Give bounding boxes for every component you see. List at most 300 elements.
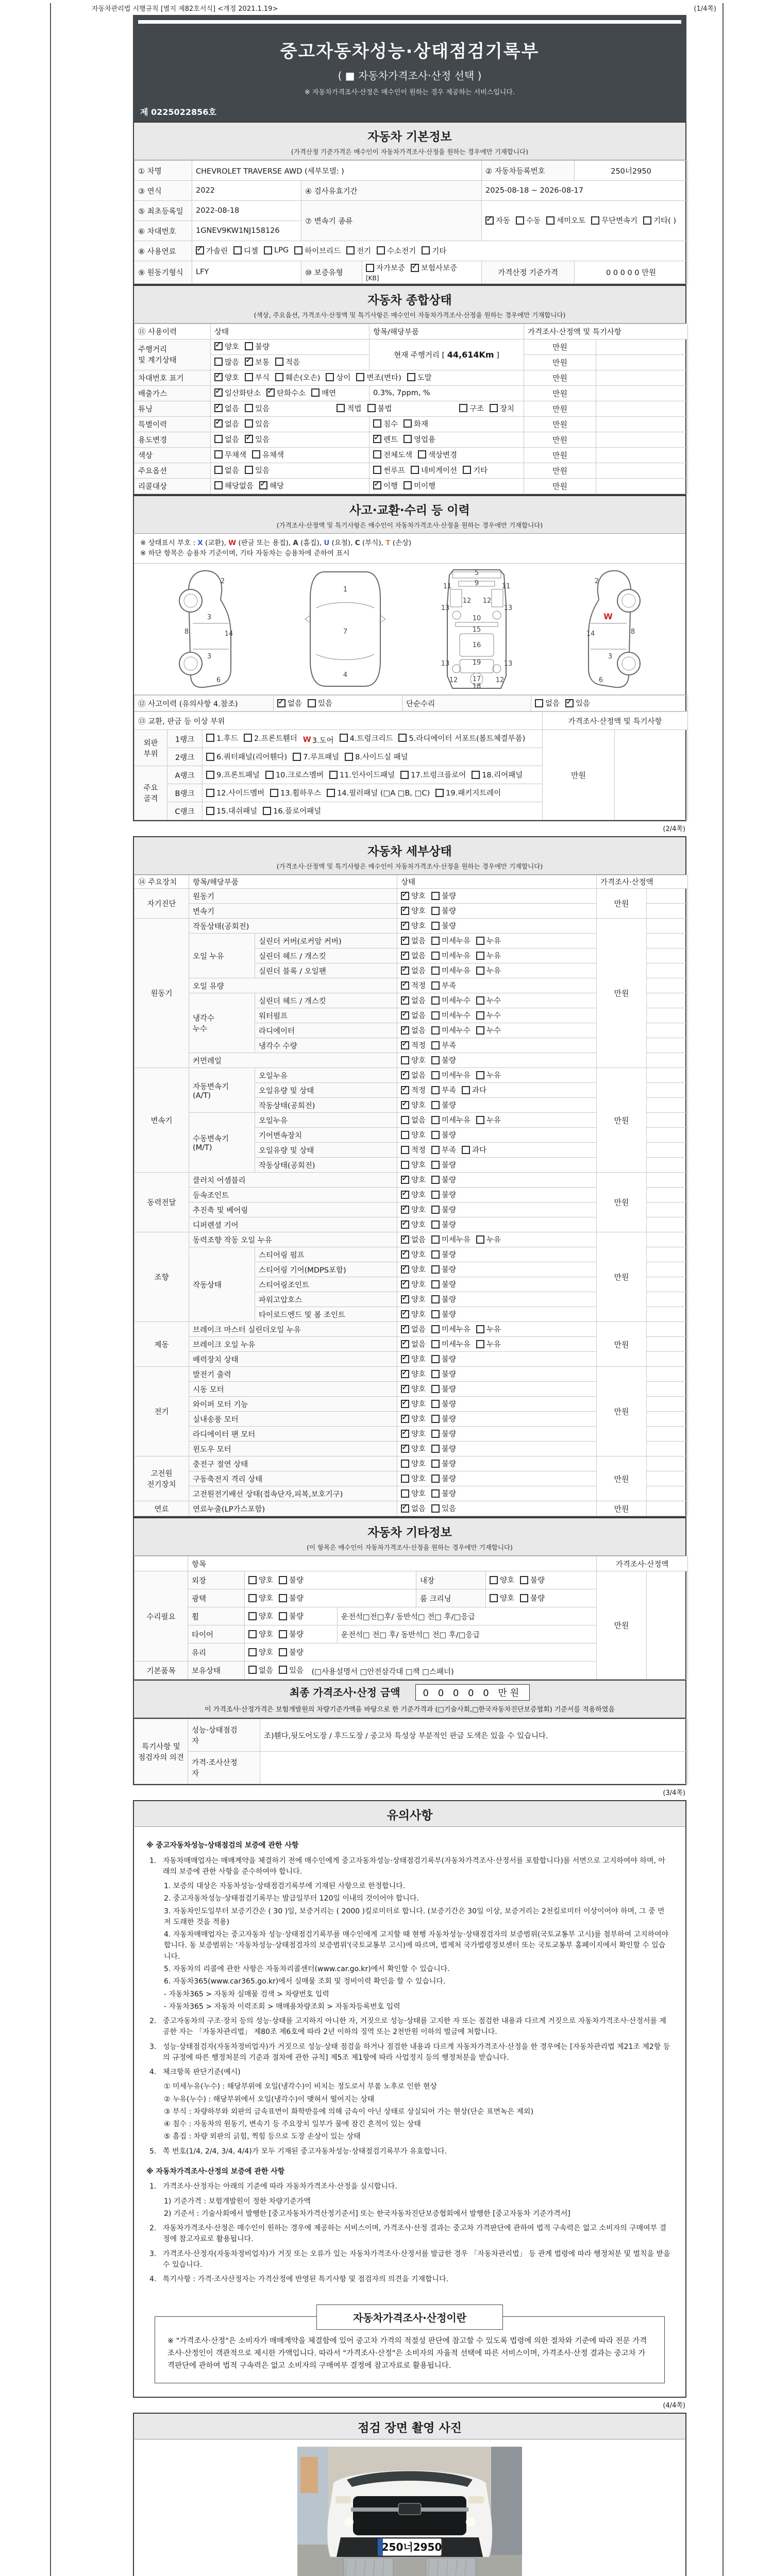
legend-part: (교환), [203,538,229,547]
notes-cell [596,463,688,478]
table-row [135,1456,688,1471]
device-item-label: 실린더 블록 / 오일팬 [255,963,397,978]
checkbox-option [248,1574,273,1585]
checkbox-option [476,1114,501,1125]
table-header-row [135,712,688,730]
unchecked-checkbox-icon [431,1310,440,1318]
unchecked-checkbox-icon [520,1594,528,1602]
section-detail-header [133,836,686,875]
unchecked-checkbox-icon [214,450,223,459]
checkbox-label: 매연 [322,389,337,398]
notes-cell [647,1262,688,1277]
notice-sub-item: 2) 기준서 : 기술사회에서 발행한 [중고자동차가격산정기준서] 또는 한국자동차진단보증협회에서 발행한 [중고자동차 기준가격서] [164,2209,570,2218]
item-checkboxes [373,452,463,461]
checkbox-label: 양호 [411,1490,426,1499]
unchecked-checkbox-icon [404,481,412,489]
status-checkboxes [214,391,342,399]
checkbox-option [490,1574,514,1585]
checkbox-label: 있음 [255,466,270,475]
checkbox-label: 양호 [411,1385,426,1394]
checkbox-label: 양호 [411,1355,426,1364]
status-checkboxes [401,1118,507,1126]
transmission-label: ⑦ 변속기 종류 [301,201,482,241]
checkbox-label: 양호 [411,907,426,916]
price-cell: 만원 [524,416,596,432]
unchecked-checkbox-icon [206,753,214,761]
panel-item-label: 2.프론트휀더 [254,734,297,743]
fuel-options [192,241,688,261]
status-checkboxes [214,437,275,445]
section-subtitle: (가격산정 기준가격은 매수인이 자동차가격조사·산정을 원하는 경우에만 기재합니다) [291,148,529,156]
device-subgroup-label: 냉각수 누수 [189,993,255,1053]
notes-cell [647,1292,688,1307]
checkbox-option [401,890,426,901]
unchecked-checkbox-icon [214,481,223,489]
checkbox-label: 있음 [255,420,270,429]
notice-item [149,2274,671,2285]
checkbox-option [418,449,457,460]
checkbox-label: 불량 [442,1206,457,1215]
status-options [397,1442,597,1456]
panel-item [206,733,238,743]
checkbox-option [373,418,398,429]
unchecked-checkbox-icon [431,1206,440,1214]
device-group-label: 변속기 [135,1068,189,1173]
checkbox-option [476,965,501,976]
checkbox-option [404,480,435,491]
price-cell: 만원 [597,1068,647,1173]
checked-checkbox-icon [373,435,381,443]
price-cell: 만원 [597,919,647,1068]
hold-status-options [245,1662,597,1680]
checkbox-option [476,1070,501,1080]
device-item-label: 오일 유량 [189,978,397,993]
checked-checkbox-icon [214,404,223,412]
final-price-label: 최종 가격조사·산정 금액 [289,1686,400,1699]
notes-cell [647,1571,688,1680]
checkbox-option [373,449,412,460]
table-row [135,1719,688,1752]
status-checkboxes [401,1103,462,1111]
checkbox-option [401,1204,426,1215]
notice-item-text: 쪽 번호(1/4, 2/4, 3/4, 4/4)가 모두 기재된 중고자동차성능·상태점검기록부가 유효합니다. [163,2147,447,2156]
device-item-label: 라디에이터 팬 모터 [189,1427,397,1442]
svg-text:1: 1 [343,586,348,594]
unchecked-checkbox-icon [401,1131,409,1139]
checkbox-option [214,449,246,460]
panel-item-label: 4.트렁크리드 [349,734,393,743]
notes-cell [596,354,688,370]
checkbox-label: 세미오토 [557,217,586,226]
checkbox-option [490,1592,514,1603]
document-header [133,15,686,122]
unchecked-checkbox-icon [214,435,223,443]
status-checkboxes [401,1297,462,1306]
top-note [92,3,716,13]
checkbox-label: 누유 [486,967,501,976]
header-stripe [138,20,681,24]
status-options [397,1412,597,1427]
legend-part: (부식), [360,538,386,547]
checkbox-option [245,357,270,367]
unchecked-checkbox-icon [248,1666,257,1674]
status-checkboxes [401,924,462,932]
notes-cell [647,1217,688,1232]
status-options [211,463,369,478]
base-price-value: 0 0 0 0 0 만원 [575,261,688,284]
legend-part: (흠집), [298,538,324,547]
basic-items-label: 기본품목 [135,1662,188,1680]
checkbox-option [214,357,239,367]
legality-checkboxes [337,403,397,415]
unchecked-checkbox-icon [270,789,278,797]
unchecked-checkbox-icon [367,404,376,412]
reg-no-value: 250너2950 [575,161,688,181]
page-marker-2: (2/4쪽) [663,825,685,834]
checkbox-option [373,465,405,476]
status-checkboxes [401,1252,462,1261]
checkbox-option [463,465,488,476]
checkbox-label: 구조 [469,404,484,413]
checkbox-label: 없음 [225,435,240,444]
svg-text:6: 6 [598,676,603,685]
status-checkboxes [401,1013,507,1022]
panel-item-label: 14.필러패널 (□A □B, □C) [337,789,430,798]
checkbox-option [431,1084,456,1095]
checkbox-label: 과다 [472,1146,487,1155]
device-group-label: 자기진단 [135,889,189,919]
checkbox-label: 양호 [259,1631,274,1639]
checkbox-label: 수소전기 [387,247,416,256]
checkbox-label: 불량 [442,1311,457,1319]
panel-item [329,769,395,780]
panel-item [263,805,321,816]
status-options [397,1143,597,1158]
year-label: ③ 연식 [135,181,192,201]
checkbox-option [401,980,426,991]
status-checkboxes [214,483,290,492]
unchecked-checkbox-icon [252,450,260,459]
blank-header [135,1556,188,1571]
final-price-note: 이 가격조사·산정가격은 보험개발원의 차량기준가액을 바탕으로 한 기준가격과 (□기술사회,□한국자동차진단보증협회) 기준서를 적용하였음 [205,1706,615,1714]
panel-item [400,769,466,780]
checkbox-option [279,1665,304,1675]
device-item-label: 연료누출(LP가스포함) [189,1501,397,1516]
checkbox-label: 누수 [486,1012,501,1021]
unchecked-checkbox-icon [294,246,303,255]
checkbox-label: 불량 [442,1176,457,1185]
unchecked-checkbox-icon [248,1630,257,1638]
status-options [397,904,597,919]
unchecked-checkbox-icon [279,1648,287,1656]
unchecked-checkbox-icon [476,1325,484,1333]
checkbox-option [266,387,306,398]
table-row [135,385,688,401]
checkbox-option [404,418,428,429]
device-item-label: 오일유량 및 상태 [255,1083,397,1098]
checkbox-label: 미세누유 [442,1072,471,1080]
checkbox-label: 도말 [417,374,432,382]
notice-section1-header: ※ 중고자동차성능·상태점검의 보증에 관한 사항 [146,1841,299,1850]
checkbox-option [476,1234,501,1245]
checkbox-label: 침수 [383,420,398,429]
checkbox-label: 불량 [442,1385,457,1394]
notes-cell [596,339,688,354]
unchecked-checkbox-icon [516,216,524,225]
unchecked-checkbox-icon [404,419,412,428]
checkbox-option [459,403,484,414]
unchecked-checkbox-icon [340,734,348,742]
status-checkboxes [401,1372,462,1380]
car-diagram-row [134,564,685,695]
unchecked-checkbox-icon [431,1221,440,1229]
notice-item-number: 1. [149,1856,157,1865]
status-options [245,1643,597,1662]
device-item-label: 동력조향 작동 오일 누유 [189,1232,397,1247]
checkbox-option [431,1189,456,1200]
device-item-label: 스티어링 기어(MDPS포함) [255,1262,397,1277]
unchecked-checkbox-icon [431,1415,440,1423]
checkbox-option [431,1264,456,1275]
unchecked-checkbox-icon [327,789,335,797]
unchecked-checkbox-icon [373,419,381,428]
checkbox-option [565,698,590,708]
unchecked-checkbox-icon [265,771,274,779]
checkbox-option [431,1070,470,1080]
checkbox-label: 불법 [377,404,392,413]
rank-items [203,766,543,784]
device-item-label: 변속기 [189,904,397,919]
checkbox-label: 화재 [414,420,429,429]
unchecked-checkbox-icon [431,1445,440,1453]
checkbox-option [485,215,510,226]
svg-text:8: 8 [630,628,635,636]
panel-item [435,787,501,798]
checkbox-option [462,1084,486,1095]
unchecked-checkbox-icon [422,246,430,255]
etc-grid [134,1556,688,1680]
checkbox-option [431,1473,456,1484]
checkbox-label: 양호 [411,1296,426,1304]
checkbox-option [401,1503,426,1514]
checkbox-option [401,1398,426,1409]
checkbox-option [214,480,254,491]
unchecked-checkbox-icon [407,373,415,381]
unchecked-checkbox-icon [462,1146,470,1154]
status-checkboxes [401,1028,507,1037]
status-options [397,1083,597,1098]
checkbox-label: 보통 [255,358,270,367]
checkbox-option [431,1025,470,1036]
car-diagram-right-side [562,568,649,690]
summary-grid [134,324,688,494]
checkbox-option [462,1144,486,1155]
checkbox-label: 수동 [526,217,541,226]
table-row [135,1068,688,1083]
status-checkboxes [401,984,462,992]
panel-item-label: 9.프론트패널 [216,771,260,780]
device-item-label: 타이로드엔드 및 볼 조인트 [255,1307,397,1322]
warranty-checkboxes [366,266,463,274]
row-label: 배출가스 [135,385,211,401]
checkbox-label: 유채색 [262,451,284,460]
first-reg-value: 2022-08-18 [192,201,301,221]
checkbox-label: 양호 [411,1266,426,1275]
notice-section [133,1827,686,2398]
vin-label: ⑥ 차대번호 [135,221,192,241]
checkbox-option [431,1010,470,1021]
svg-text:13: 13 [441,660,450,668]
device-group-label: 연료 [135,1501,189,1516]
notice-body [134,1827,685,2299]
checkbox-label: 불량 [289,1595,304,1603]
device-item-label: 실린더 헤드 / 개스킷 [255,993,397,1008]
checkbox-label: 있음 [255,404,270,413]
simple-repair-label: 단순수리 [402,696,531,711]
checkbox-label: 불량 [442,1296,457,1304]
checkbox-label: 미세누유 [442,967,471,976]
checkbox-label: 불량 [442,1057,457,1065]
svg-text:3: 3 [207,653,212,661]
rank-label: 2랭크 [167,748,203,766]
checkbox-option [401,1368,426,1379]
checkbox-label: 상이 [336,374,351,382]
table-row [135,1752,688,1784]
panel-item-label: 7.루프패널 [303,753,340,762]
notes-cell [647,1188,688,1202]
unchecked-checkbox-icon [248,1594,257,1602]
unchecked-checkbox-icon [431,1400,440,1408]
notice-item-number: 4. [149,2068,157,2077]
checkbox-label: 적법 [347,404,362,413]
checked-checkbox-icon [411,264,419,272]
panel-item-label: 8.사이드실 패널 [355,753,408,762]
notes-cell [647,1367,688,1382]
checkbox-option [248,1665,273,1675]
device-item-label: 클러치 어셈블리 [189,1173,397,1188]
checked-checkbox-icon [401,1206,409,1214]
checkbox-option [431,1413,456,1424]
item-label: 룸 크리닝 [416,1589,486,1607]
section-title: 자동차 종합상태 [367,293,452,307]
price-cell: 만원 [597,1367,647,1456]
price-header: 가격조사·산정액 [597,875,688,889]
unchecked-checkbox-icon [248,1648,257,1656]
checkbox-option [411,262,457,273]
checkbox-label: 전체도색 [383,451,413,460]
price-definition-box [155,2312,665,2383]
checkbox-label: 불량 [289,1613,304,1621]
basic-items-list: (□사용설명서 □안전삼각대 □잭 □스패너) [309,1668,454,1676]
status-checkboxes [401,1267,462,1276]
mileage-value: 44,614Km [447,349,494,360]
price-cell: 만원 [597,1173,647,1232]
notice-item-text: 자동차가격조사·산정은 매수인이 원하는 경우에 제공하는 서비스이며, 가격조사·산정 결과는 중고차 가격판단에 관하여 법적 구속력은 없고 소비자의 구매여부 결정에 참고자료로 활용됩니다. [163,2224,667,2244]
checkbox-label: 전기 [357,247,372,256]
checkbox-option [401,1488,426,1499]
section-title: 점검 장면 촬영 사진 [358,2421,462,2435]
unchecked-checkbox-icon [293,753,301,761]
status-code-legend [140,538,679,549]
checked-checkbox-icon [214,373,223,381]
svg-text:16: 16 [472,641,481,650]
unchecked-checkbox-icon [373,466,381,474]
checkbox-label: 훼손(오손) [285,374,321,382]
status-options [211,432,369,447]
checkbox-label: 미세누유 [442,1326,471,1334]
checkbox-option [422,245,446,256]
section-subtitle: (색상, 주요옵션, 가격조사·산정액 및 특기사항은 매수인이 자동차가격조사·산정을 원하는 경우에만 기재합니다) [254,311,566,319]
checkbox-option [591,215,637,226]
table-row [135,889,688,904]
basic-info-table [133,160,686,285]
status-options [397,1113,597,1128]
unchecked-checkbox-icon [244,734,252,742]
unchecked-checkbox-icon [431,1460,440,1468]
final-price-band [133,1681,686,1719]
checkbox-option [401,1458,426,1469]
notes-cell [647,1412,688,1427]
svg-text:5: 5 [474,569,479,578]
checkbox-option [431,1309,456,1319]
checkbox-option [401,1428,426,1439]
checkbox-option [431,965,470,976]
unchecked-checkbox-icon [463,466,471,474]
checked-checkbox-icon [401,981,409,990]
status-options [211,447,369,463]
notes-cell [647,1232,688,1247]
status-header: 상태 [211,324,369,339]
svg-text:14: 14 [224,630,233,638]
checkbox-label: 양호 [411,1400,426,1409]
table-row [135,261,688,284]
checkbox-label: LPG [274,246,289,255]
panel-item-label: 5.라디에이터 서포트(볼트체결부품) [409,734,526,743]
item-checkboxes [373,483,441,492]
simple-repair-options [531,696,688,711]
checkbox-label: 적정 [411,1087,426,1095]
legend-part: C [355,538,360,547]
checkbox-label: 불량 [442,1490,457,1499]
unchecked-checkbox-icon [431,1071,440,1079]
checkbox-label: 색상변경 [428,451,458,460]
checkbox-option [245,418,270,429]
checkbox-option [377,245,416,256]
device-item-label: 작동상태(공회전) [255,1158,397,1173]
notice-item-text: 특기사항 : 가격·조사산정자는 가격산정에 반영된 특기사항 및 점검자의 의견을 기재합니다. [163,2275,449,2284]
checkbox-option [366,262,405,273]
svg-text:2: 2 [220,578,225,586]
checkbox-option [401,1219,426,1230]
price-definition-title: 자동차가격조사·산정이란 [316,2304,503,2330]
checkbox-label: 없음 [411,1236,426,1245]
notice-item [149,2067,671,2078]
notice-sub-item: ④ 침수 : 자동차의 원동기, 변속기 등 주요장치 일부가 물에 잠긴 흔적이 있는 상태 [164,2120,421,2129]
status-checkboxes [214,452,290,461]
notice-item-text: 가격조사·산정자(자동차정비업자)가 거짓 또는 오류가 있는 자동차가격조사·산정서를 발급한 경우 「자동차관리법」 등 관계 법령에 따라 행정처분 및 벌칙을 받을 수 있습니다. [163,2249,670,2269]
panel-group-label: 주요 골격 [135,766,167,820]
device-item-label: 고전원전기배선 상태(접속단자,피복,보호기구) [189,1486,397,1501]
notice-sub-item: 4. 자동차매매업자는 중고자동차 성능·상태점검기록부를 매수인에게 고지할 때 현행 자동차성능·상태점검자의 보증범위(국토교통부 고시)를 첨부하여 고지하여야 합니다. 동 보증범위는 '자동차성능·상태점검자의 보증범위'(국토교통부 고시)에 따르며, 법제처 국가법령정보센터 또는 국토교통부 홈페이지에서 확인할 수 있습니다. [164,1930,669,1961]
checked-checkbox-icon [401,937,409,945]
table-row [135,161,688,181]
status-options [486,1571,597,1589]
unchecked-checkbox-icon [431,937,440,945]
device-item-label: 브레이크 마스터 실린더오일 누유 [189,1322,397,1337]
basic-info-grid [134,160,688,284]
item-checkboxes [373,437,441,445]
status-options [245,1571,416,1589]
